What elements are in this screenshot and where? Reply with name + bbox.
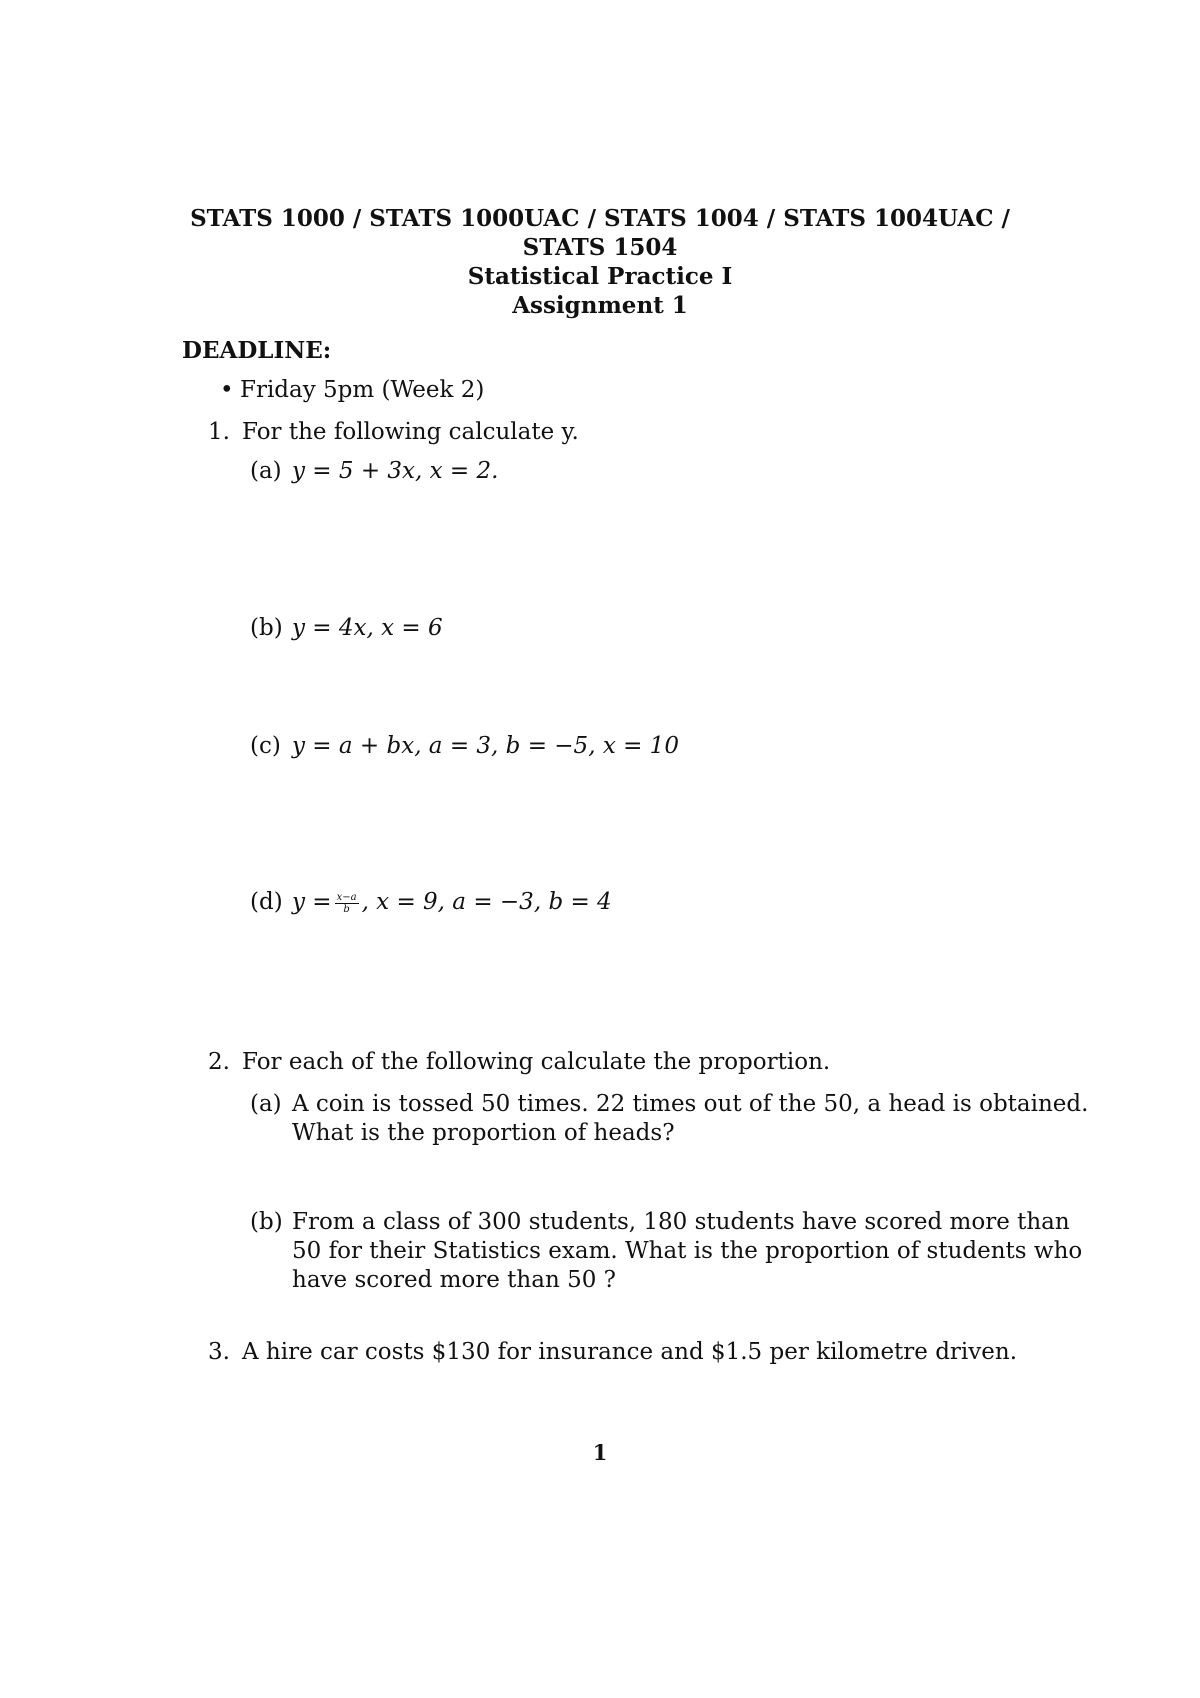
question-1c	[250, 732, 679, 761]
question-1d	[250, 888, 612, 917]
question-2b-line-2: 50 for their Statistics exam. What is the proportion of students who	[292, 1238, 1083, 1264]
question-1	[208, 418, 579, 447]
question-1a	[250, 457, 498, 486]
course-title: Statistical Practice I	[467, 263, 733, 290]
fraction	[335, 892, 359, 915]
deadline-label: DEADLINE:	[182, 337, 332, 364]
question-1b-expression: y = 4x, x = 6	[292, 615, 443, 641]
bullet-icon: •	[220, 377, 234, 403]
question-3-text: A hire car costs $130 for insurance and $1.5 per kilometre driven.	[242, 1339, 1018, 1365]
question-3	[208, 1338, 1017, 1367]
question-2a-label: (a)	[250, 1091, 282, 1117]
question-1d-expression	[292, 888, 612, 917]
course-codes-line-2: STATS 1504	[522, 234, 678, 261]
assignment-title: Assignment 1	[512, 292, 688, 319]
question-2b-line-1: From a class of 300 students, 180 students have scored more than	[292, 1209, 1070, 1235]
question-1d-lhs: y =	[292, 889, 332, 915]
question-2a	[250, 1090, 1088, 1148]
fraction-numerator: x−a	[336, 891, 357, 903]
deadline-text: Friday 5pm (Week 2)	[240, 377, 485, 403]
question-2b-text	[292, 1208, 1082, 1295]
deadline-item	[220, 377, 484, 403]
fraction-denominator: b	[343, 903, 350, 915]
question-1d-label: (d)	[250, 889, 283, 915]
question-2a-line-2: What is the proportion of heads?	[292, 1120, 675, 1146]
question-2b-label: (b)	[250, 1209, 283, 1235]
question-1b-label: (b)	[250, 615, 283, 641]
question-1b	[250, 614, 443, 643]
document-header	[170, 204, 1030, 320]
question-3-number: 3.	[208, 1339, 230, 1365]
question-1a-expression: y = 5 + 3x, x = 2.	[292, 458, 499, 484]
question-2a-text	[292, 1090, 1088, 1148]
question-2b	[250, 1208, 1082, 1295]
question-2b-line-3: have scored more than 50 ?	[292, 1267, 616, 1293]
question-1a-label: (a)	[250, 458, 282, 484]
question-2-number: 2.	[208, 1049, 230, 1075]
question-2-text: For each of the following calculate the proportion.	[242, 1049, 831, 1075]
question-1c-label: (c)	[250, 733, 281, 759]
page-number: 1	[592, 1440, 608, 1465]
question-2a-line-1: A coin is tossed 50 times. 22 times out of the 50, a head is obtained.	[292, 1091, 1089, 1117]
question-1-text: For the following calculate y.	[242, 419, 579, 445]
course-codes-line-1: STATS 1000 / STATS 1000UAC / STATS 1004 / STATS 1004UAC /	[190, 205, 1010, 232]
question-1c-expression: y = a + bx, a = 3, b = −5, x = 10	[292, 733, 679, 759]
question-1-number: 1.	[208, 419, 230, 445]
question-2	[208, 1048, 830, 1077]
question-1d-rest: , x = 9, a = −3, b = 4	[361, 889, 612, 915]
